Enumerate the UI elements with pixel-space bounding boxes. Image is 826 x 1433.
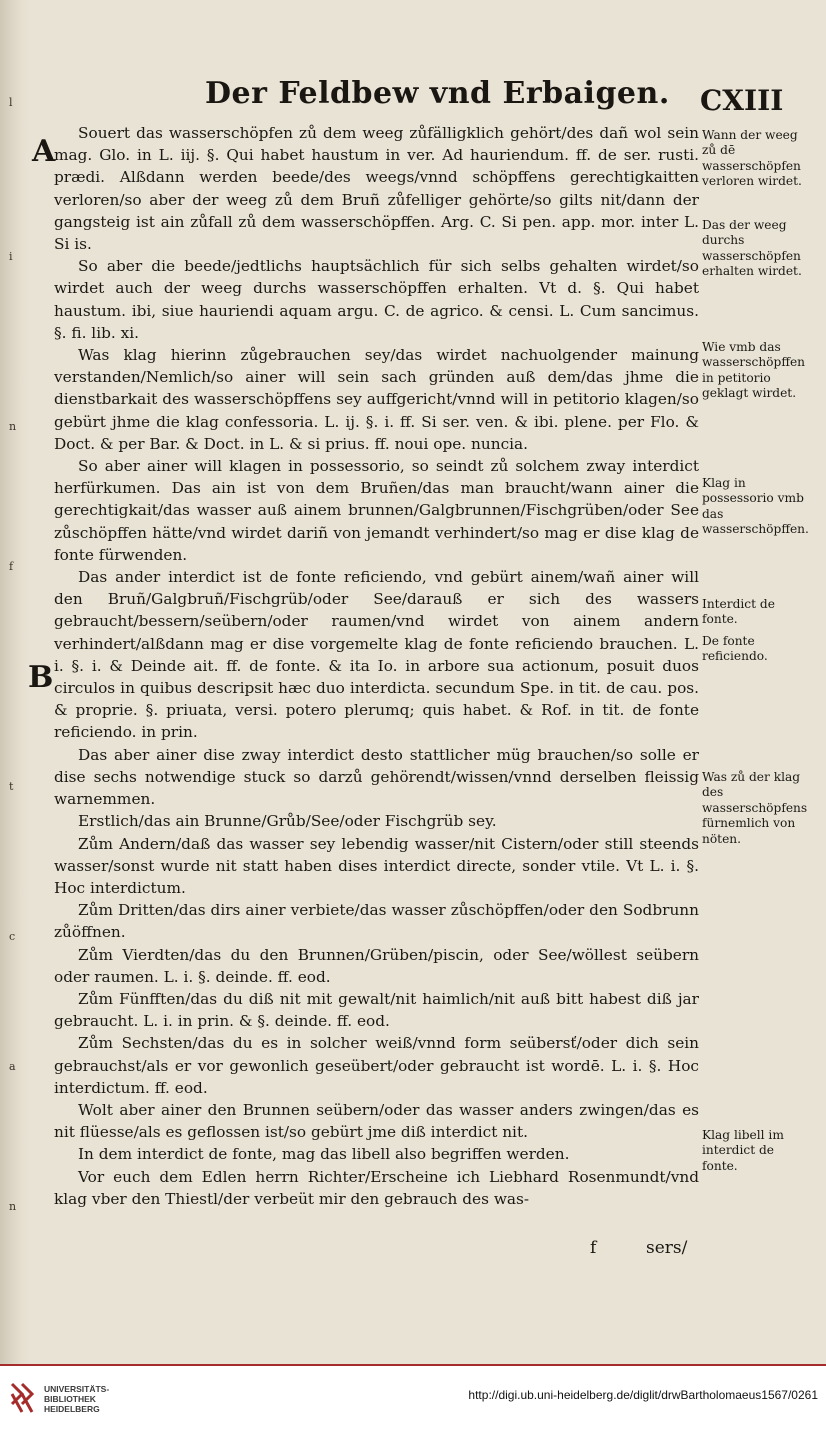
binding-gutter [0, 0, 30, 1364]
marginal-note: Wann der weeg zů dē wasserschöpfen verloren wirdet. [702, 128, 802, 189]
gutter-glyph: n [9, 420, 17, 433]
marginal-note: Klag libell im interdict de fonte. [702, 1128, 784, 1173]
paragraph: Zům Vierdten/das du den Brunnen/Grüben/piscin, oder See/wöllest seübern oder raumen. L. i. §. deinde. ff. eod. [54, 945, 699, 986]
folio-number: CXIII [700, 84, 784, 117]
paragraph: Was klag hierinn zůgebrauchen sey/das wirdet nachuolgender mainung verstanden/Nemlich/so ainer will sein sach gründen auß dem/das jhme die dienstbarkait des wasserschöpffens sey auffgericht/vnnd will in petitorio klagen/so gebürt jhme die klag confessoria. L. ij. §. i. ff. Si ser. ven. & ibi. plene. per Flo. & Doct. & per Bar. & Doct. in L. & si prius. ff. noui ope. nuncia. [54, 346, 699, 453]
paragraph: So aber die beede/jedtlichs hauptsächlich für sich selbs gehalten wirdet/so wirdet auch der weeg durchs wasserschöpffen erhalten. Vt d. §. Qui habet haustum. ibi, siue hauriendi aquam argu. C. de agrico. & censi. L. Cum sancimus. §. fi. lib. xi. [54, 257, 699, 342]
permalink-url[interactable]: http://digi.ub.uni-heidelberg.de/diglit/drwBartholomaeus1567/0261 [468, 1388, 818, 1402]
gutter-glyph: n [9, 1200, 17, 1213]
paragraph: Das ander interdict ist de fonte reficiendo, vnd gebürt ainem/wañ ainer will den Bruñ/Galgbruñ/Fischgrüb/oder See/darauß er sich des wassers gebraucht/bessern/seübern/oder raumen/vnd wirdet von ainem andern verhindert/alßdann mag er dise vorgemelte klag de fonte reficiendo brauchen. L. i. §. i. & Deinde ait. ff. de fonte. & ita Io. in arbore sua actionum, posuit duos circulos in quibus descripsit hæc duo interdicta. secundum Spe. in tit. de cau. pos. & proprie. §. priuata, versi. potero plerumq; quis habet. & Rof. in tit. de fonte reficiendo. in prin. [54, 568, 699, 742]
main-text-column [54, 122, 699, 1210]
library-name-line: BIBLIOTHEK [44, 1394, 96, 1404]
paragraph: Wolt aber ainer den Brunnen seübern/oder das wasser anders zwingen/das es nit flüesse/als es geflossen ist/so gebürt jme diß interdict nit. [54, 1100, 699, 1142]
gutter-glyph: l [9, 96, 13, 109]
gutter-glyph: i [9, 250, 13, 263]
paragraph: Erstlich/das ain Brunne/Grůb/See/oder Fischgrüb sey. [78, 812, 497, 831]
viewer-footer [0, 1364, 826, 1433]
paragraph: In dem interdict de fonte, mag das libell also begriffen werden. [78, 1145, 570, 1164]
paragraph: Zům Fünfften/das du diß nit mit gewalt/nit haimlich/nit auß bitt habest diß jar gebraucht. L. i. in prin. & §. deinde. ff. eod. [54, 989, 699, 1031]
marginal-note: De fonte reficiendo. [702, 634, 768, 664]
gutter-glyph: t [9, 780, 14, 793]
paragraph: Souert das wasserschöpfen zů dem weeg zůfälligklich gehört/des dañ wol sein mag. Glo. in L. iij. §. Qui habet haustum in ver. Ad hauriendum. ff. de ser. rusti. prædi. Alßdann werden beede/des weegs/vnnd schöpffens gerechtigkaitten verloren/so aber der weeg zů dem Bruñ zůfelliger gehörte/so gilts nit/dann der gangsteig ist ain zůfall zů dem wasserschöpffen. Arg. C. Si pen. app. mor. inter L. Si is. [54, 124, 699, 254]
paragraph: Zům Sechsten/das du es in solcher weiß/vnnd form seübersť/oder dich sein gebrauchst/als er vor gewonlich geseübert/oder gebraucht ist wordē. L. i. §. Hoc interdictum. ff. eod. [54, 1034, 699, 1097]
paragraph: Zům Andern/daß das wasser sey lebendig wasser/nit Cistern/oder still steends wasser/sonst wurde nit statt haben dises interdict directe, sonder vtile. Vt L. i. §. Hoc interdictum. [54, 834, 699, 897]
section-letter-b: B [28, 660, 54, 695]
library-name-line: HEIDELBERG [44, 1404, 100, 1414]
library-name [44, 1384, 109, 1414]
signature-mark: f [590, 1238, 597, 1258]
library-name-line: UNIVERSITÄTS- [44, 1384, 110, 1394]
university-library-logo-icon [8, 1380, 36, 1416]
paragraph: Zům Dritten/das dirs ainer verbiete/das wasser zůschöpffen/oder den Sodbrunn zůöffnen. [54, 901, 699, 942]
marginal-note: Was zů der klag des wasserschöpfens fürnemlich von nöten. [702, 770, 808, 846]
paragraph: Das aber ainer dise zway interdict desto stattlicher müg brauchen/so solle er dise sechs notwendige stuck so darzů gehörendt/wissen/vnnd derselben fleissig warnemmen. [54, 745, 699, 809]
section-letter-a: A [32, 134, 56, 169]
running-head: Der Feldbew vnd Erbaigen. [205, 76, 670, 111]
marginal-note: Interdict de fonte. [702, 597, 775, 627]
catchword: sers/ [646, 1238, 688, 1258]
paragraph: So aber ainer will klagen in possessorio, so seindt zů solchem zway interdict herfürkumen. Das ain ist von dem Bruñen/das man braucht/wann ainer die gerechtigkait/das wasser auß ainem brunnen/Galgbrunnen/Fischgrüben/oder See zůschöpffen hätte/vnd wirdet dariñ von jemandt verhindert/so mag er dise klag de fonte fürwenden. [54, 457, 699, 564]
gutter-glyph: c [9, 930, 16, 943]
paragraph: Vor euch dem Edlen herrn Richter/Erscheine ich Liebhard Rosenmundt/vnd klag vber den Thiestl/der verbeüt mir den gebrauch des was- [54, 1167, 699, 1208]
marginal-note: Wie vmb das wasserschöpffen in petitorio geklagt wirdet. [702, 340, 806, 401]
marginal-note: Das der weeg durchs wasserschöpfen erhalten wirdet. [702, 218, 802, 279]
marginal-note: Klag in possessorio vmb das wasserschöpffen. [702, 476, 809, 537]
gutter-glyph: a [9, 1060, 16, 1073]
gutter-glyph: f [9, 560, 14, 573]
